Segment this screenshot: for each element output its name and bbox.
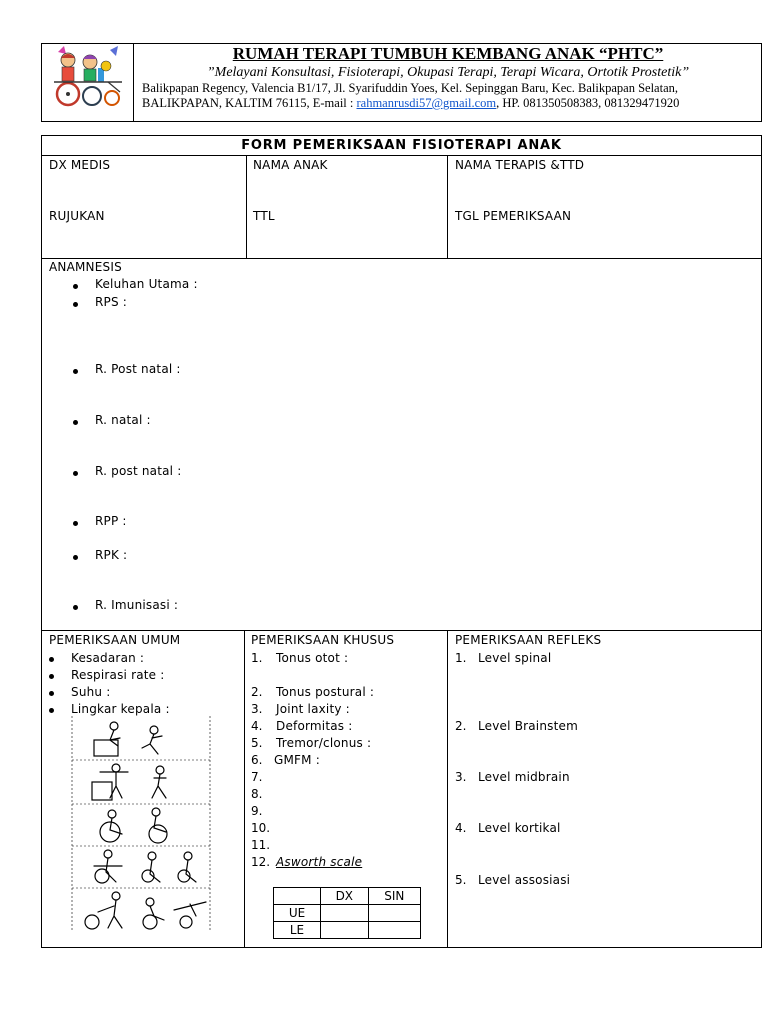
- asworth-ue-sin-cell[interactable]: [368, 905, 420, 922]
- khusus-number: 12.: [251, 855, 271, 869]
- level-kortikal-label: Level kortikal: [478, 821, 561, 835]
- khusus-number: 1.: [251, 651, 263, 665]
- khusus-number: 10.: [251, 821, 271, 835]
- pemeriksaan-refleks-heading: PEMERIKSAAN REFLEKS: [455, 633, 602, 647]
- bullet-icon: [73, 284, 78, 289]
- exam-col-divider-1: [244, 630, 245, 948]
- ttl-label: TTL: [253, 209, 275, 223]
- clinic-tagline: ”Melayani Konsultasi, Fisioterapi, Okupasi Terapi, Terapi Wicara, Ortotik Prostetik”: [206, 65, 690, 80]
- asworth-le-row: [274, 922, 421, 939]
- id-col-divider-2: [447, 155, 448, 258]
- anamnesis-bottom-rule: [41, 630, 762, 631]
- khusus-number: 11.: [251, 838, 271, 852]
- deformitas-label: Deformitas :: [276, 719, 353, 733]
- riwayat-post-natal-2-label: R. post natal :: [95, 464, 182, 478]
- bullet-icon: [49, 708, 54, 713]
- tgl-pemeriksaan-label: TGL PEMERIKSAAN: [455, 209, 572, 223]
- asworth-sin-header: SIN: [368, 888, 420, 905]
- rps-label: RPS :: [95, 295, 128, 309]
- email-link[interactable]: rahmanrusdi57@gmail.com: [356, 96, 497, 110]
- gmfm-label: GMFM :: [274, 753, 320, 767]
- anamnesis-heading: ANAMNESIS: [49, 260, 122, 274]
- asworth-le-sin-cell[interactable]: [368, 922, 420, 939]
- khusus-number: 7.: [251, 770, 263, 784]
- asworth-scale-label: Asworth scale: [276, 855, 363, 869]
- level-assosiasi-label: Level assosiasi: [478, 873, 571, 887]
- respirasi-rate-label: Respirasi rate :: [71, 668, 165, 682]
- keluhan-utama-label: Keluhan Utama :: [95, 277, 198, 291]
- bullet-icon: [73, 471, 78, 476]
- exam-col-divider-2: [447, 630, 448, 948]
- bullet-icon: [49, 674, 54, 679]
- nama-terapis-label: NAMA TERAPIS &TTD: [455, 158, 585, 172]
- asworth-table: [273, 887, 421, 939]
- khusus-number: 8.: [251, 787, 263, 801]
- khusus-number: 4.: [251, 719, 263, 733]
- asworth-dx-header: DX: [321, 888, 369, 905]
- rpk-label: RPK :: [95, 548, 128, 562]
- bullet-icon: [73, 420, 78, 425]
- form-title: FORM PEMERIKSAAN FISIOTERAPI ANAK: [241, 138, 562, 153]
- bullet-icon: [49, 691, 54, 696]
- asworth-le-dx-cell[interactable]: [321, 922, 369, 939]
- khusus-number: 2.: [251, 685, 263, 699]
- riwayat-natal-label: R. natal :: [95, 413, 151, 427]
- level-spinal-label: Level spinal: [478, 651, 552, 665]
- suhu-label: Suhu :: [71, 685, 111, 699]
- dx-medis-label: DX MEDIS: [49, 158, 111, 172]
- contact-suffix: , HP. 081350508383, 081329471920: [496, 96, 680, 110]
- khusus-number: 6.: [251, 753, 263, 767]
- refleks-number: 5.: [455, 873, 467, 887]
- lingkar-kepala-label: Lingkar kepala :: [71, 702, 170, 716]
- asworth-header-row: [274, 888, 421, 905]
- refleks-number: 4.: [455, 821, 467, 835]
- title-rule: [41, 155, 762, 156]
- bullet-icon: [73, 555, 78, 560]
- tonus-postural-label: Tonus postural :: [276, 685, 375, 699]
- id-col-divider-1: [246, 155, 247, 258]
- joint-laxity-label: Joint laxity :: [276, 702, 350, 716]
- level-brainstem-label: Level Brainstem: [478, 719, 578, 733]
- khusus-number: 9.: [251, 804, 263, 818]
- tonus-otot-label: Tonus otot :: [276, 651, 349, 665]
- rpp-label: RPP :: [95, 514, 127, 528]
- clinic-contact: [142, 96, 679, 111]
- level-midbrain-label: Level midbrain: [478, 770, 570, 784]
- refleks-number: 3.: [455, 770, 467, 784]
- rujukan-label: RUJUKAN: [49, 209, 105, 223]
- bullet-icon: [73, 369, 78, 374]
- asworth-ue-dx-cell[interactable]: [321, 905, 369, 922]
- bullet-icon: [73, 605, 78, 610]
- pemeriksaan-umum-heading: PEMERIKSAAN UMUM: [49, 633, 181, 647]
- asworth-le-label: LE: [274, 922, 321, 939]
- bullet-icon: [73, 521, 78, 526]
- nama-anak-label: NAMA ANAK: [253, 158, 328, 172]
- contact-prefix: BALIKPAPAN, KALTIM 76115, E-mail :: [142, 96, 357, 110]
- kesadaran-label: Kesadaran :: [71, 651, 145, 665]
- asworth-ue-label: UE: [274, 905, 321, 922]
- asworth-corner-cell: [274, 888, 321, 905]
- children-wheelchair-logo: [48, 44, 128, 108]
- clinic-title: RUMAH TERAPI TUMBUH KEMBANG ANAK “PHTC”: [232, 44, 664, 63]
- imunisasi-label: R. Imunisasi :: [95, 598, 179, 612]
- khusus-number: 3.: [251, 702, 263, 716]
- riwayat-post-natal-label: R. Post natal :: [95, 362, 181, 376]
- bullet-icon: [49, 657, 54, 662]
- tremor-clonus-label: Tremor/clonus :: [276, 736, 372, 750]
- pemeriksaan-khusus-heading: PEMERIKSAAN KHUSUS: [251, 633, 395, 647]
- refleks-number: 1.: [455, 651, 467, 665]
- gmfm-motor-stages-illustration: [70, 716, 212, 932]
- refleks-number: 2.: [455, 719, 467, 733]
- asworth-ue-row: [274, 905, 421, 922]
- id-bottom-rule: [41, 258, 762, 259]
- khusus-number: 5.: [251, 736, 263, 750]
- bullet-icon: [73, 302, 78, 307]
- clinic-address: Balikpapan Regency, Valencia B1/17, Jl. Syarifuddin Yoes, Kel. Sepinggan Baru, Kec. Balikpapan Selatan,: [142, 81, 679, 95]
